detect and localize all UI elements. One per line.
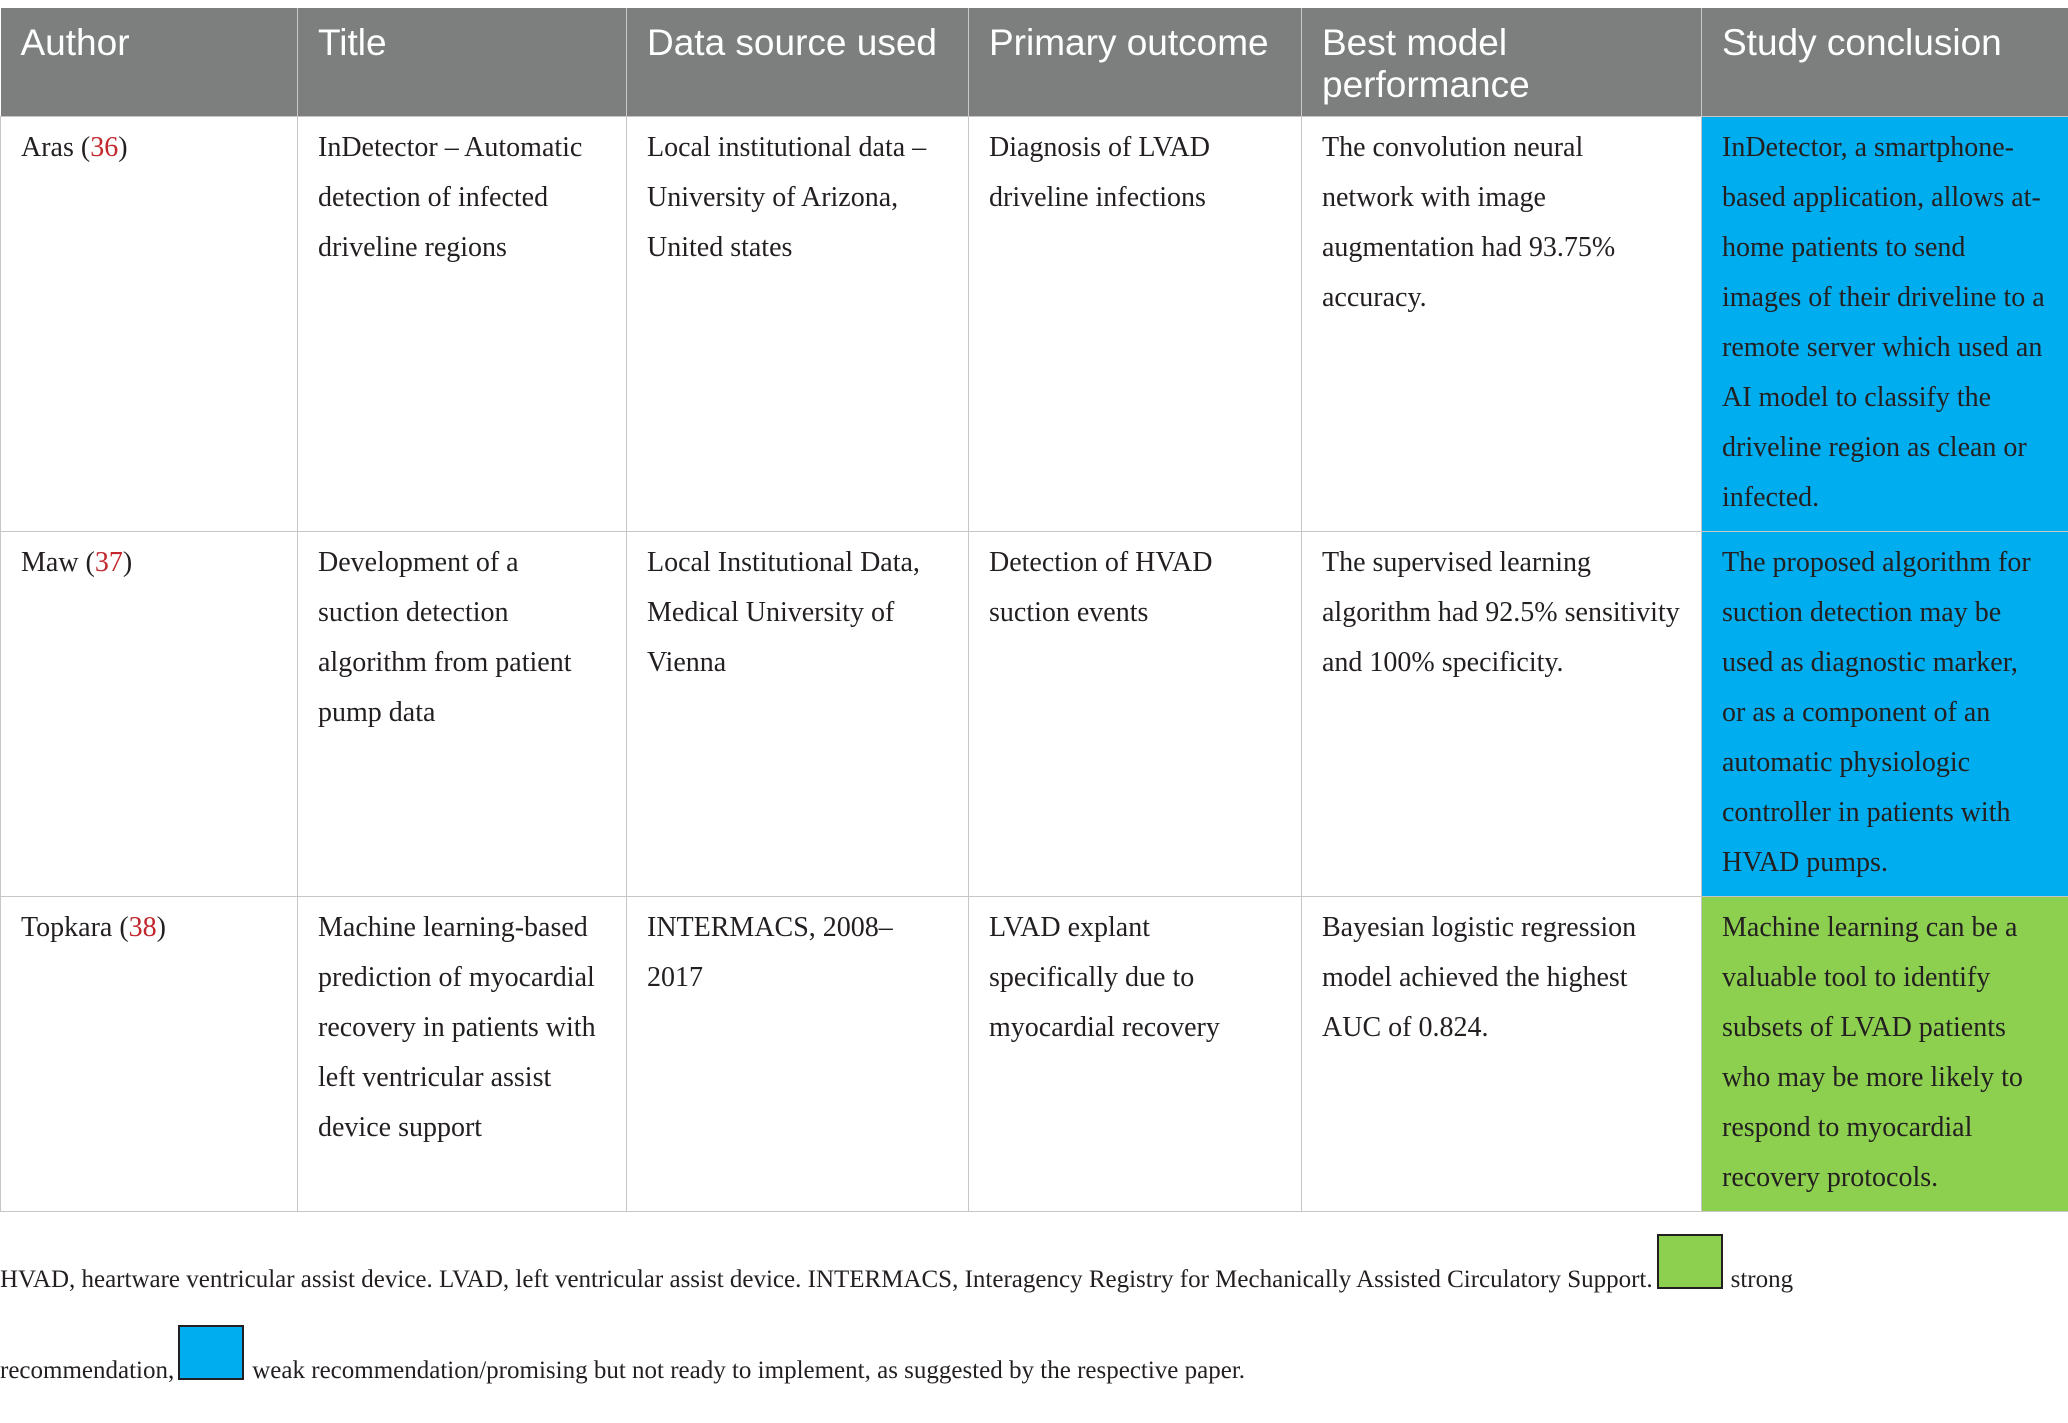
performance-cell: The convolution neural network with image augmentation had 93.75% accuracy. xyxy=(1302,117,1702,532)
footnote-abbreviations: HVAD, heartware ventricular assist device. LVAD, left ventricular assist device. INTERMACS, Interagency Registry for Mechanically Assisted Circulatory Support. xyxy=(0,1266,1653,1293)
conclusion-cell: Machine learning can be a valuable tool to identify subsets of LVAD patients who may be more likely to respond to myocardial recovery protocols. xyxy=(1702,897,2068,1212)
footnote-strong-label: strong xyxy=(1730,1266,1794,1293)
strong-recommendation-swatch xyxy=(1657,1234,1723,1289)
table-row xyxy=(1,117,2068,532)
author-name: Aras xyxy=(21,132,74,163)
title-cell: Machine learning-based prediction of myocardial recovery in patients with left ventricular assist device support xyxy=(298,897,627,1212)
header-row xyxy=(1,8,2068,117)
author-name: Maw xyxy=(21,547,79,578)
title-cell: InDetector – Automatic detection of infected driveline regions xyxy=(298,117,627,532)
primary-outcome-cell: LVAD explant specifically due to myocardial recovery xyxy=(969,897,1302,1212)
author-cell: Aras (36) xyxy=(1,117,298,532)
performance-cell: The supervised learning algorithm had 92.5% sensitivity and 100% specificity. xyxy=(1302,532,1702,897)
data-source-cell: Local Institutional Data, Medical University of Vienna xyxy=(627,532,969,897)
primary-outcome-cell: Detection of HVAD suction events xyxy=(969,532,1302,897)
author-cell: Topkara (38) xyxy=(1,897,298,1212)
footnote-weak-label: weak recommendation/promising but not ready to implement, as suggested by the respective paper. xyxy=(252,1357,1246,1384)
header-author: Author xyxy=(1,8,298,117)
table-row xyxy=(1,897,2068,1212)
primary-outcome-cell: Diagnosis of LVAD driveline infections xyxy=(969,117,1302,532)
conclusion-cell: InDetector, a smartphone-based application, allows at-home patients to send images of their driveline to a remote server which used an AI model to classify the driveline region as clean or infected. xyxy=(1702,117,2068,532)
conclusion-cell: The proposed algorithm for suction detection may be used as diagnostic marker, or as a component of an automatic physiologic controller in patients with HVAD pumps. xyxy=(1702,532,2068,897)
header-title: Title xyxy=(298,8,627,117)
weak-recommendation-swatch xyxy=(178,1325,244,1380)
author-name: Topkara xyxy=(21,912,113,943)
header-primary-outcome: Primary outcome xyxy=(969,8,1302,117)
data-source-cell: Local institutional data – University of Arizona, United states xyxy=(627,117,969,532)
reference-link[interactable]: 36 xyxy=(90,132,119,163)
data-source-cell: INTERMACS, 2008–2017 xyxy=(627,897,969,1212)
performance-cell: Bayesian logistic regression model achieved the highest AUC of 0.824. xyxy=(1302,897,1702,1212)
footnote-strong-label-cont: recommendation, xyxy=(0,1357,175,1384)
header-data-source: Data source used xyxy=(627,8,969,117)
header-best-model-performance: Best model performance xyxy=(1302,8,1702,117)
reference-link[interactable]: 38 xyxy=(128,912,157,943)
header-study-conclusion: Study conclusion xyxy=(1702,8,2068,117)
title-cell: Development of a suction detection algorithm from patient pump data xyxy=(298,532,627,897)
reference-link[interactable]: 37 xyxy=(94,547,123,578)
table-row xyxy=(1,532,2068,897)
author-cell: Maw (37) xyxy=(1,532,298,897)
table-footnote-line-2 xyxy=(0,1325,2068,1389)
evidence-table xyxy=(0,8,2068,1212)
table-footnote-line-1 xyxy=(0,1234,2068,1298)
